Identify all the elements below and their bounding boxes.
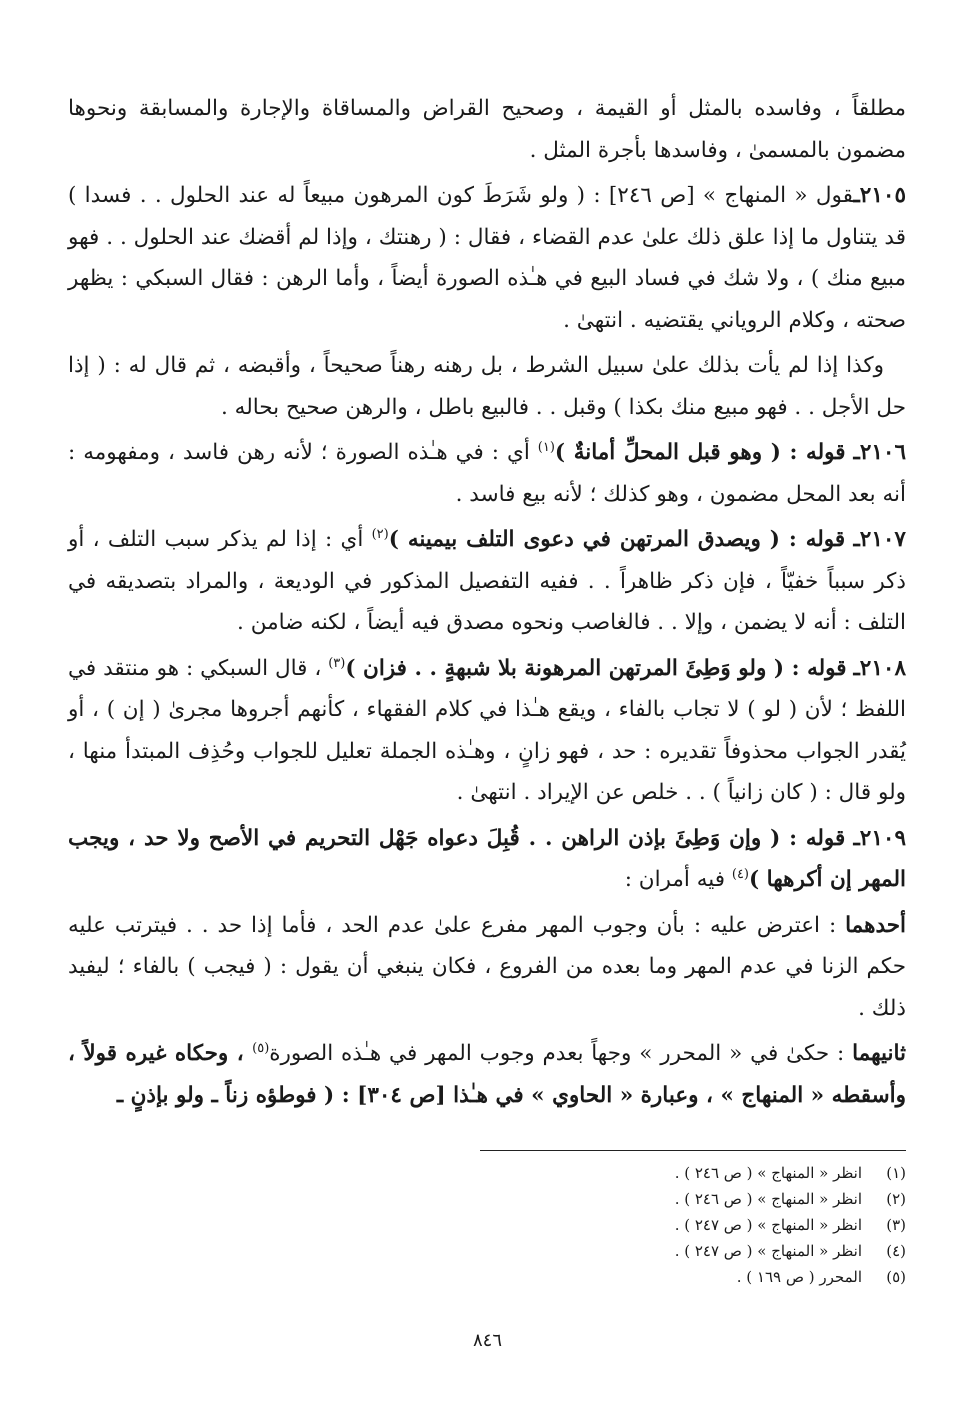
footnote-ref: (٢)	[371, 526, 389, 542]
footnote-divider	[480, 1150, 906, 1151]
paragraph-text-after: ، وحكاه غيره قولاً ، وأسقطه « المنهاج » ، وعبارة « الحاوي » في هـٰذا [ص ٣٠٤] : ( فوطؤه زناً ـ ولو بإذنٍ ـ	[68, 1041, 906, 1108]
footnote-item	[560, 1186, 906, 1212]
page-number: ٨٤٦	[472, 1330, 502, 1351]
paragraph-8	[68, 1033, 906, 1116]
paragraph-text: : حكىٰ في « المحرر » وجهاً بعدم وجوب المهر في هـٰذه الصورة	[269, 1041, 853, 1066]
paragraph-text-after: أي : في هـٰذه الصورة ؛ لأنه رهن فاسد ، ومفهومه : أنه بعد المحل مضمون ، وهو كذلك ؛ لأنه بيع فاسد .	[68, 440, 906, 507]
entry-number: ٢١٠٦ـ	[853, 440, 907, 465]
footnote-number: (٣)	[886, 1216, 906, 1234]
bold-lead: أحدهما	[845, 912, 906, 938]
bold-lead: ثانيهما	[852, 1041, 906, 1066]
paragraph-text-after: فيه أمران :	[624, 867, 732, 892]
paragraph-3	[68, 432, 906, 515]
footnote-text: المحرر ( ص ١٦٩ ) .	[736, 1268, 862, 1286]
footnote-text: انظر « المنهاج » ( ص ٢٤٦ ) .	[674, 1190, 862, 1208]
paragraph-7	[68, 905, 906, 1030]
paragraph-4	[68, 519, 906, 644]
footnote-number: (٥)	[886, 1268, 906, 1286]
footnote-ref: (٤)	[731, 866, 749, 882]
entry-number: ٢١٠٧ـ	[853, 527, 906, 552]
bold-lead: قوله : ( وهو قبل المحلِّ أمانةٌ )	[554, 440, 846, 465]
paragraph-text: : اعترض عليه : بأن وجوب المهر مفرع علىٰ عدم الحد ، فأما إذا حد . . فيترتب عليه حكم الزنا في عدم المهر وما بعده من الفروع ، فكان ينبغي أن يقول : ( فيجب ) بالفاء ؛ ليفيد ذلك .	[68, 912, 906, 1021]
paragraph-text-after: أي : إذا لم يذكر سبب التلف ، أو ذكر سبباً خفيّاً ، فإن ذكر ظاهراً . . ففيه التفصيل المذكور في الوديعة ، والمراد بتصديقه في التلف : أنه لا يضمن ، وإلا . . فالغاصب ونحوه مصدق فيه أيضاً ، لكنه ضامن .	[68, 527, 906, 635]
footnote-ref: (١)	[537, 439, 555, 455]
paragraph-1	[68, 175, 906, 341]
footnote-number: (١)	[886, 1164, 906, 1182]
page-body	[68, 88, 906, 1120]
footnote-item	[560, 1264, 906, 1290]
footnote-number: (٢)	[886, 1190, 906, 1208]
entry-number: ٢١٠٥ـ	[853, 183, 906, 208]
footnote-ref: (٣)	[328, 655, 346, 671]
paragraph-text: وكذا إذا لم يأت بذلك علىٰ سبيل الشرط ، بل رهنه رهناً صحيحاً ، وأقبضه ، ثم قال له : ( إذا حل الأجل . . فهو مبيع منك بكذا ) وقبل . . فالبيع باطل ، والرهن صحيح بحاله .	[68, 353, 906, 420]
paragraph-text: قول « المنهاج » [ص ٢٤٦] : ( ولو شَرَطَ كون المرهون مبيعاً له عند الحلول . . فسدا ) قد يتناول ما إذا علق ذلك علىٰ عدم القضاء ، فقال : ( رهنتك ، وإذا لم أقضك عند الحلول . . فهو مبيع منك ) ، ولا شك في فساد البيع في هـٰذه الصورة أيضاً ، وأما الرهن : فقال السبكي : يظهر صحته ، وكلام الروياني يقتضيه . انتهىٰ .	[68, 183, 906, 333]
footnote-text: انظر « المنهاج » ( ص ٢٤٦ ) .	[674, 1164, 862, 1182]
footnote-item	[560, 1212, 906, 1238]
entry-number: ٢١٠٩ـ	[853, 825, 906, 851]
paragraph-6	[68, 818, 906, 901]
footnotes	[560, 1160, 906, 1290]
paragraph-5	[68, 648, 906, 814]
paragraph-2	[68, 345, 906, 428]
paragraph-text: مطلقاً ، وفاسده بالمثل أو القيمة ، وصحيح القراض والمساقاة والإجارة والمسابقة ونحوها مضمون بالمسمىٰ ، وفاسدها بأجرة المثل .	[68, 96, 906, 163]
footnote-number: (٤)	[886, 1242, 906, 1260]
footnote-item	[560, 1160, 906, 1186]
entry-number: ٢١٠٨ـ	[853, 655, 906, 681]
bold-lead: قوله : ( ويصدق المرتهن في دعوى التلف بيمينه )	[388, 527, 846, 552]
paragraph-text-after: ، قال السبكي : هو منتقد في اللفظ ؛ لأن ( لو ) لا تجاب بالفاء ، ويقع هـٰذا في كلام الفقهاء ، كأنهم أجروها مجرىٰ ( إن ) ، أو يُقدر الجواب محذوفاً تقديره : حد ، فهو زانٍ ، وهـٰذه الجملة تعليل للجواب وحُذِف المبتدأ منها ، ولو قال : ( كان زانياً ) . . خلص عن الإيراد . انتهىٰ .	[68, 655, 906, 805]
paragraph-0	[68, 88, 906, 171]
footnote-ref: (٥)	[252, 1040, 270, 1056]
footnote-text: انظر « المنهاج » ( ص ٢٤٧ ) .	[674, 1216, 862, 1234]
footnote-item	[560, 1238, 906, 1264]
footnote-text: انظر « المنهاج » ( ص ٢٤٧ ) .	[674, 1242, 862, 1260]
bold-lead: قوله : ( ولو وَطِئَ المرتهن المرهونة بلا شبهةٍ . . فزان )	[345, 655, 847, 681]
bold-lead: قوله : ( وإن وَطِئَ بإذن الراهن . . قُبِلَ دعواه جَهْل التحريم في الأصح ولا حد ، ويجب المهر إن أكرهها )	[68, 825, 906, 892]
